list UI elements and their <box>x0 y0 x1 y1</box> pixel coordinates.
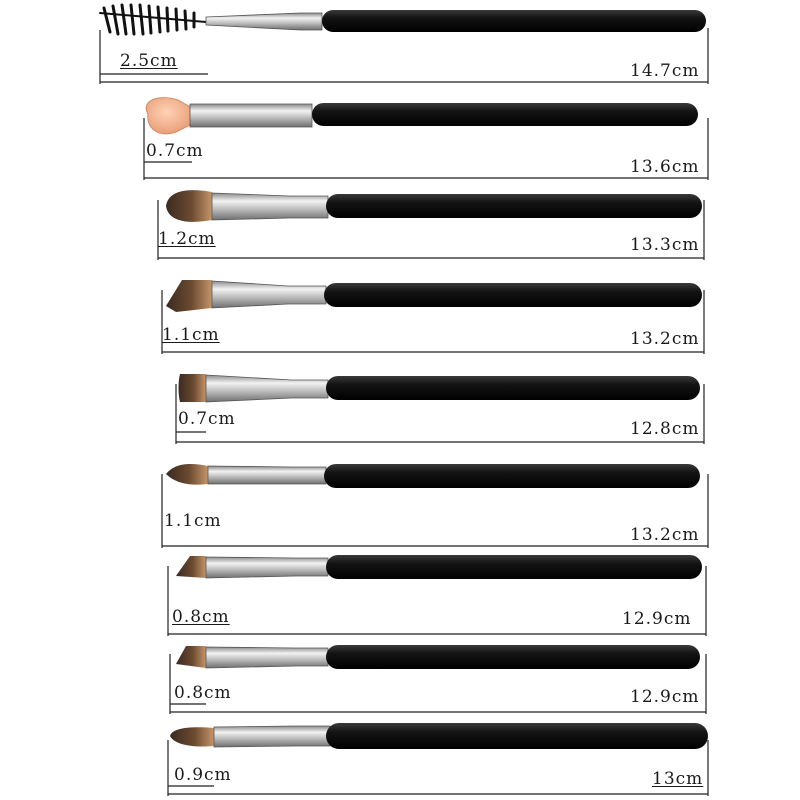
ferrule <box>206 375 328 402</box>
length-label-2: 13.6cm <box>630 157 700 177</box>
length-label-8: 12.9cm <box>630 687 700 707</box>
length-label-1: 14.7cm <box>630 61 700 81</box>
head-width-label-2: 0.7cm <box>146 141 204 161</box>
head-width-label-3: 1.2cm <box>158 229 216 249</box>
sponge-tip <box>146 98 192 134</box>
spoolie-head <box>100 5 206 34</box>
bristles <box>166 190 212 222</box>
head-width-label-8: 0.8cm <box>174 683 232 703</box>
ferrule <box>214 726 330 747</box>
handle <box>326 194 702 218</box>
bristles <box>170 727 214 746</box>
handle <box>322 10 706 32</box>
head-width-label-7: 0.8cm <box>172 607 230 627</box>
length-label-5: 12.8cm <box>630 419 700 439</box>
handle <box>312 103 698 126</box>
bristles <box>166 280 212 312</box>
length-label-7: 12.9cm <box>622 609 692 629</box>
brush-8-angled <box>176 645 700 669</box>
bristles <box>176 556 206 578</box>
bristles <box>179 374 207 402</box>
brush-1-spoolie <box>100 5 706 34</box>
handle <box>326 645 700 669</box>
head-width-label-5: 0.7cm <box>178 409 236 429</box>
head-width-label-6: 1.1cm <box>164 511 222 531</box>
handle <box>324 464 700 488</box>
brush-6-pointed <box>166 464 700 488</box>
ferrule <box>190 104 312 127</box>
bristles <box>176 646 206 668</box>
brush-9-rounded-flat <box>170 723 708 749</box>
ferrule <box>212 281 326 308</box>
brush-3-shader <box>166 190 702 222</box>
brush-2-sponge <box>146 98 698 134</box>
brush-4-angled-shader <box>166 280 702 312</box>
ferrule <box>212 193 328 220</box>
length-label-3: 13.3cm <box>630 235 700 255</box>
head-width-label-9: 0.9cm <box>174 765 232 785</box>
handle <box>326 723 708 749</box>
ferrule <box>206 13 322 30</box>
head-width-label-1: 2.5cm <box>120 51 178 71</box>
bristles <box>166 464 208 485</box>
handle <box>326 555 702 579</box>
length-label-6: 13.2cm <box>630 525 700 545</box>
handle <box>324 283 702 307</box>
head-width-label-4: 1.1cm <box>162 325 220 345</box>
length-label-4: 13.2cm <box>630 329 700 349</box>
ferrule <box>208 466 326 484</box>
ferrule <box>206 647 328 668</box>
length-label-9: 13cm <box>652 769 704 789</box>
ferrule <box>206 557 328 578</box>
brush-7-angled <box>176 555 702 579</box>
handle <box>326 376 700 400</box>
brush-5-flat <box>179 374 701 402</box>
